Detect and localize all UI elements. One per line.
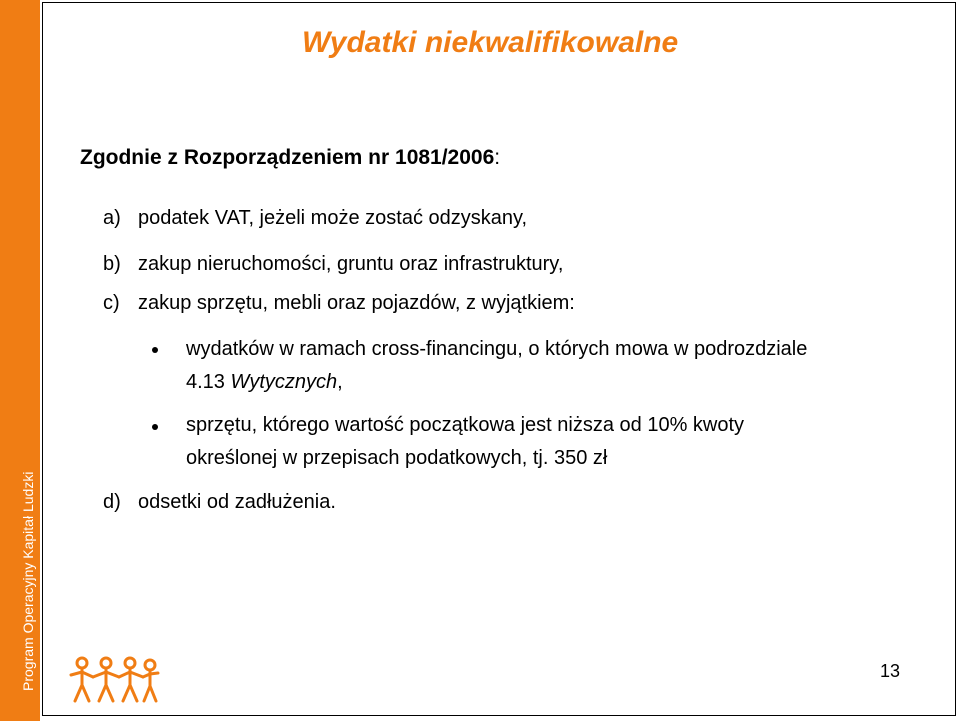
- list-item-text: zakup nieruchomości, gruntu oraz infrastruktury,: [138, 253, 564, 275]
- bullet-dot-icon: [152, 424, 158, 430]
- list-marker: b): [103, 253, 121, 275]
- sub-bullet-line: sprzętu, którego wartość początkowa jest niższa od 10% kwoty: [186, 414, 745, 436]
- list-marker: d): [103, 491, 121, 513]
- sub-bullet-prefix: 4.13: [186, 371, 231, 393]
- sub-bullet-line: wydatków w ramach cross-financingu, o których mowa w podrozdziale: [186, 338, 808, 360]
- list-item-text: odsetki od zadłużenia.: [138, 491, 336, 513]
- sub-bullet-1: [186, 333, 936, 399]
- list-marker: a): [103, 207, 121, 229]
- intro-colon: :: [494, 146, 501, 169]
- program-name-vertical: Program Operacyjny Kapitał Ludzki: [20, 471, 36, 691]
- list-marker: c): [103, 292, 120, 314]
- list-item-text: zakup sprzętu, mebli oraz pojazdów, z wyjątkiem:: [138, 292, 575, 314]
- list-item-b: [103, 253, 563, 276]
- list-item-a: [103, 207, 527, 230]
- sub-bullet-suffix: ,: [337, 371, 343, 393]
- intro-text: Zgodnie z Rozporządzeniem nr 1081/2006: [80, 146, 495, 169]
- sub-bullet-line: określonej w przepisach podatkowych, tj. 350 zł: [186, 447, 608, 469]
- sub-bullet-2: [186, 409, 936, 475]
- list-item-d: [103, 491, 336, 514]
- intro-line: [80, 146, 500, 170]
- bullet-dot-icon: [152, 347, 158, 353]
- side-bar: [0, 0, 40, 721]
- page-number: 13: [880, 661, 901, 681]
- sub-bullet-line: [186, 366, 936, 399]
- people-holding-hands-icon: [68, 655, 160, 705]
- list-item-text: podatek VAT, jeżeli może zostać odzyskany,: [138, 207, 528, 229]
- sub-bullet-italic: Wytycznych: [230, 371, 338, 393]
- slide-title: Wydatki niekwalifikowalne: [302, 26, 679, 59]
- list-item-c: [103, 292, 575, 315]
